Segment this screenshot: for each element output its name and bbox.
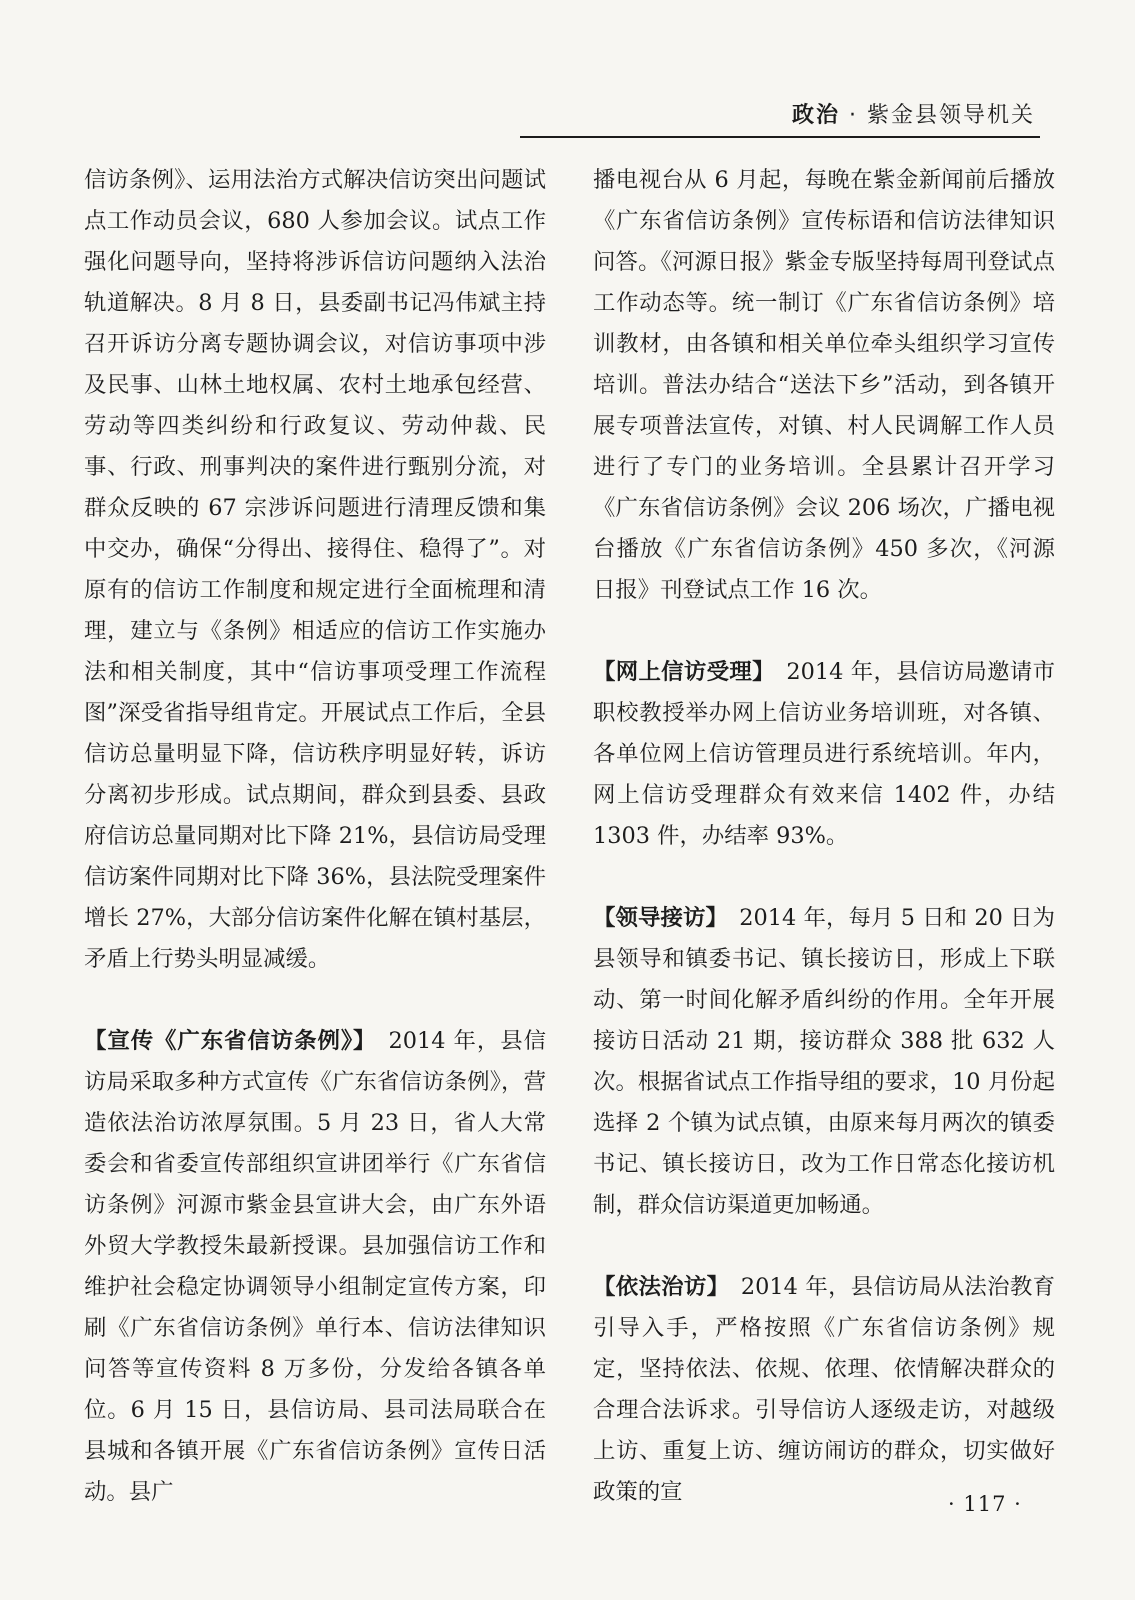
paragraph-propaganda [84,1021,546,1513]
entry-body: 2014 年，县信访局采取多种方式宣传《广东省信访条例》，营造依法治访浓厚氛围。5 月 23 日，省人大常委会和省委宣传部组织宣讲团举行《广东省信访条例》河源市紫金县宣讲大会，由广东外语外贸大学教授朱最新授课。县加强信访工作和维护社会稳定协调领导小组制定宣传方案，印刷《广东省信访条例》单行本、信访法律知识问答等宣传资料 8 万多份，分发给各镇各单位。6 月 15 日，县信访局、县司法局联合在县城和各镇开展《广东省信访条例》宣传日活动。县广 [84,1028,546,1505]
chapter-title: 紫金县领导机关 [866,103,1035,128]
entry-body: 2014 年，县信访局邀请市职校教授举办网上信访业务培训班，对各镇、各单位网上信访管理员进行系统培训。年内，网上信访受理群众有效来信 1402 件，办结 1303 件，办结率 93%。 [593,659,1055,849]
left-column [84,160,546,1513]
head-separator: · [848,103,858,128]
paragraph-continuation: 信访条例》、运用法治方式解决信访突出问题试点工作动员会议，680 人参加会议。试点工作强化问题导向，坚持将涉诉信访问题纳入法治轨道解决。8 月 8 日，县委副书记冯伟斌主持召开诉访分离专题协调会议，对信访事项中涉及民事、山林土地权属、农村土地承包经营、劳动等四类纠纷和行政复议、劳动仲裁、民事、行政、刑事判决的案件进行甄别分流，对群众反映的 67 宗涉诉问题进行清理反馈和集中交办，确保“分得出、接得住、稳得了”。对原有的信访工作制度和规定进行全面梳理和清理，建立与《条例》相适应的信访工作实施办法和相关制度，其中“信访事项受理工作流程图”深受省指导组肯定。开展试点工作后，全县信访总量明显下降，信访秩序明显好转，诉访分离初步形成。试点期间，群众到县委、县政府信访总量同期对比下降 21%，县信访局受理信访案件同期对比下降 36%，县法院受理案件增长 27%，大部分信访案件化解在镇村基层，矛盾上行势头明显减缓。 [84,167,546,972]
page-number: · 117 · [948,1492,1022,1516]
paragraph-online-petition [593,652,1055,857]
entry-body: 2014 年，每月 5 日和 20 日为县领导和镇委书记、镇长接访日，形成上下联动、第一时间化解矛盾纠纷的作用。全年开展接访日活动 21 期，接访群众 388 批 632 人次。根据省试点工作指导组的要求，10 月份起选择 2 个镇为试点镇，由原来每月两次的镇委书记、镇长接访日，改为工作日常态化接访机制，群众信访渠道更加畅通。 [593,905,1055,1218]
entry-heading: 【网上信访受理】 [593,659,764,685]
entry-heading: 【宣传《广东省信访条例》】 [84,1028,366,1054]
entry-body: 2014 年，县信访局从法治教育引导入手，严格按照《广东省信访条例》规定，坚持依法、依规、依理、依情解决群众的合理合法诉求。引导信访人逐级走访，对越级上访、重复上访、缠访闹访的群众，切实做好政策的宣 [593,1274,1055,1505]
entry-heading: 【领导接访】 [593,905,717,931]
section-label: 政治 [791,103,840,128]
header-rule [520,136,1040,138]
paragraph-leader-reception [593,898,1055,1226]
entry-heading: 【依法治访】 [593,1274,719,1300]
paragraph-continuation: 播电视台从 6 月起，每晚在紫金新闻前后播放《广东省信访条例》宣传标语和信访法律知识问答。《河源日报》紫金专版坚持每周刊登试点工作动态等。统一制订《广东省信访条例》培训教材，由各镇和相关单位牵头组织学习宣传培训。普法办结合“送法下乡”活动，到各镇开展专项普法宣传，对镇、村人民调解工作人员进行了专门的业务培训。全县累计召开学习《广东省信访条例》会议 206 场次，广播电视台播放《广东省信访条例》450 多次，《河源日报》刊登试点工作 16 次。 [593,167,1055,603]
running-head [792,98,1035,129]
paragraph-rule-of-law [593,1267,1055,1513]
right-column [593,160,1055,1513]
